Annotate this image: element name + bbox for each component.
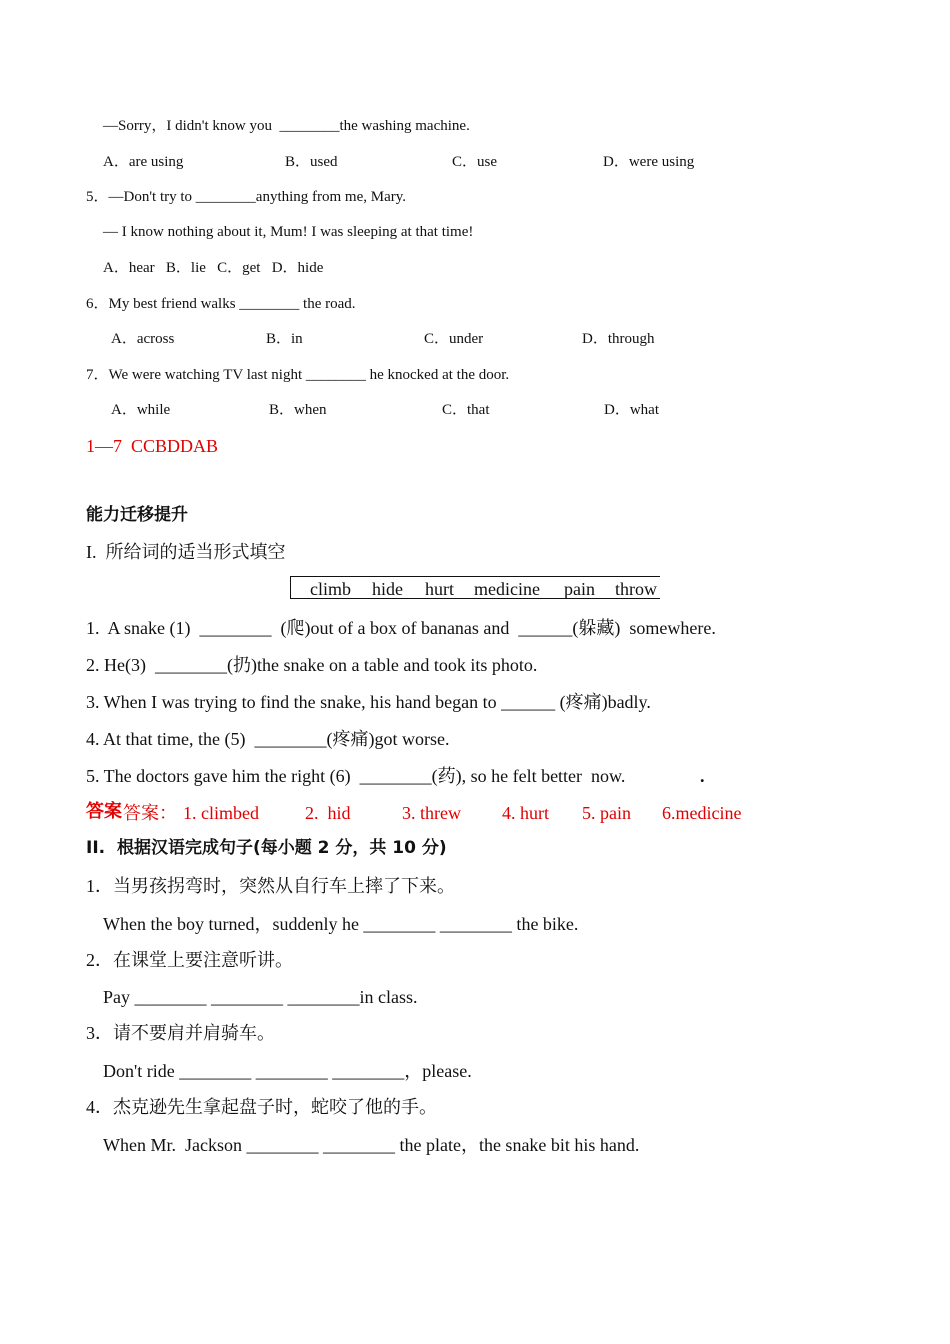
part1-sentence-5: 5. The doctors gave him the right (6) ________(药), so he felt better now. (86, 766, 626, 786)
q6-stem: 6．My best friend walks ________ the road. (86, 296, 356, 312)
q5-options: A．hear B．lie C．get D．hide (103, 260, 324, 276)
part2-q2-english: Pay ________ ________ ________in class. (103, 987, 418, 1007)
answer-item: 6.medicine (662, 803, 742, 823)
word-bank-item: pain (564, 579, 595, 599)
q5-stem-line2: — I know nothing about it, Mum! I was sleeping at that time! (103, 224, 474, 240)
part1-sentence-1: 1. A snake (1) ________ (爬)out of a box of bananas and ______(躲藏) somewhere. (86, 618, 716, 638)
part2-q4-english: When Mr. Jackson ________ ________ the plate，the snake bit his hand. (103, 1135, 640, 1155)
answer-item: 3. threw (402, 803, 461, 823)
q6-option-b: B．in (266, 331, 303, 347)
part2-q4-chinese: 4．杰克逊先生拿起盘子时，蛇咬了他的手。 (86, 1097, 437, 1117)
q7-option-d: D．what (604, 402, 659, 418)
part2-title: II. 根据汉语完成句子(每小题 2 分，共 10 分) (86, 838, 447, 858)
word-bank-item: hide (372, 579, 403, 599)
word-bank-item: medicine (474, 579, 540, 599)
answer-label: 答案 (86, 801, 122, 822)
q6-option-c: C．under (424, 331, 484, 347)
q6-option-d: D．through (582, 331, 655, 347)
q7-option-c: C．that (442, 402, 490, 418)
q7-option-b: B．when (269, 402, 327, 418)
part1-sentence-3: 3. When I was trying to find the snake, his hand began to ______ (疼痛)badly. (86, 692, 651, 712)
answer-item: 5. pain (582, 803, 631, 823)
q4-option-b: B．used (285, 154, 338, 170)
section-title: 能力迁移提升 (86, 505, 188, 525)
part2-q1-english: When the boy turned，suddenly he ________ ________ the bike. (103, 914, 579, 934)
answer-item: 1. climbed (183, 803, 259, 823)
answer-prefix: 答案： (123, 803, 177, 823)
part1-title: I. 所给词的适当形式填空 (86, 542, 286, 562)
answer-item: 2. hid (305, 803, 351, 823)
q6-option-a: A．across (111, 331, 175, 347)
q5-stem: 5．—Don't try to ________anything from me, Mary. (86, 189, 407, 205)
q7-option-a: A．while (111, 402, 171, 418)
word-bank-item: hurt (425, 579, 454, 599)
part2-q3-chinese: 3．请不要肩并肩骑车。 (86, 1023, 275, 1043)
q4-option-c: C．use (452, 154, 498, 170)
part1-sentence-4: 4. At that time, the (5) ________(疼痛)got worse. (86, 729, 450, 749)
q7-stem: 7．We were watching TV last night ________ he knocked at the door. (86, 367, 510, 383)
part1-sentence-2: 2. He(3) ________(扔)the snake on a table and took its photo. (86, 655, 538, 675)
part2-q2-chinese: 2．在课堂上要注意听讲。 (86, 950, 293, 970)
q4-stem-line: —Sorry，I didn't know you ________the washing machine. (103, 118, 470, 134)
word-bank-item: climb (310, 579, 351, 599)
stray-dot: . (700, 766, 705, 786)
answer-key-1-7: 1—7 CCBDDAB (86, 436, 219, 456)
q4-option-d: D．were using (603, 154, 695, 170)
q4-option-a: A．are using (103, 154, 184, 170)
word-bank-box (290, 576, 660, 599)
part2-q1-chinese: 1．当男孩拐弯时，突然从自行车上摔了下来。 (86, 876, 455, 896)
word-bank-item: throw (615, 579, 657, 599)
answer-item: 4. hurt (502, 803, 549, 823)
part2-q3-english: Don't ride ________ ________ ________，please. (103, 1061, 472, 1081)
